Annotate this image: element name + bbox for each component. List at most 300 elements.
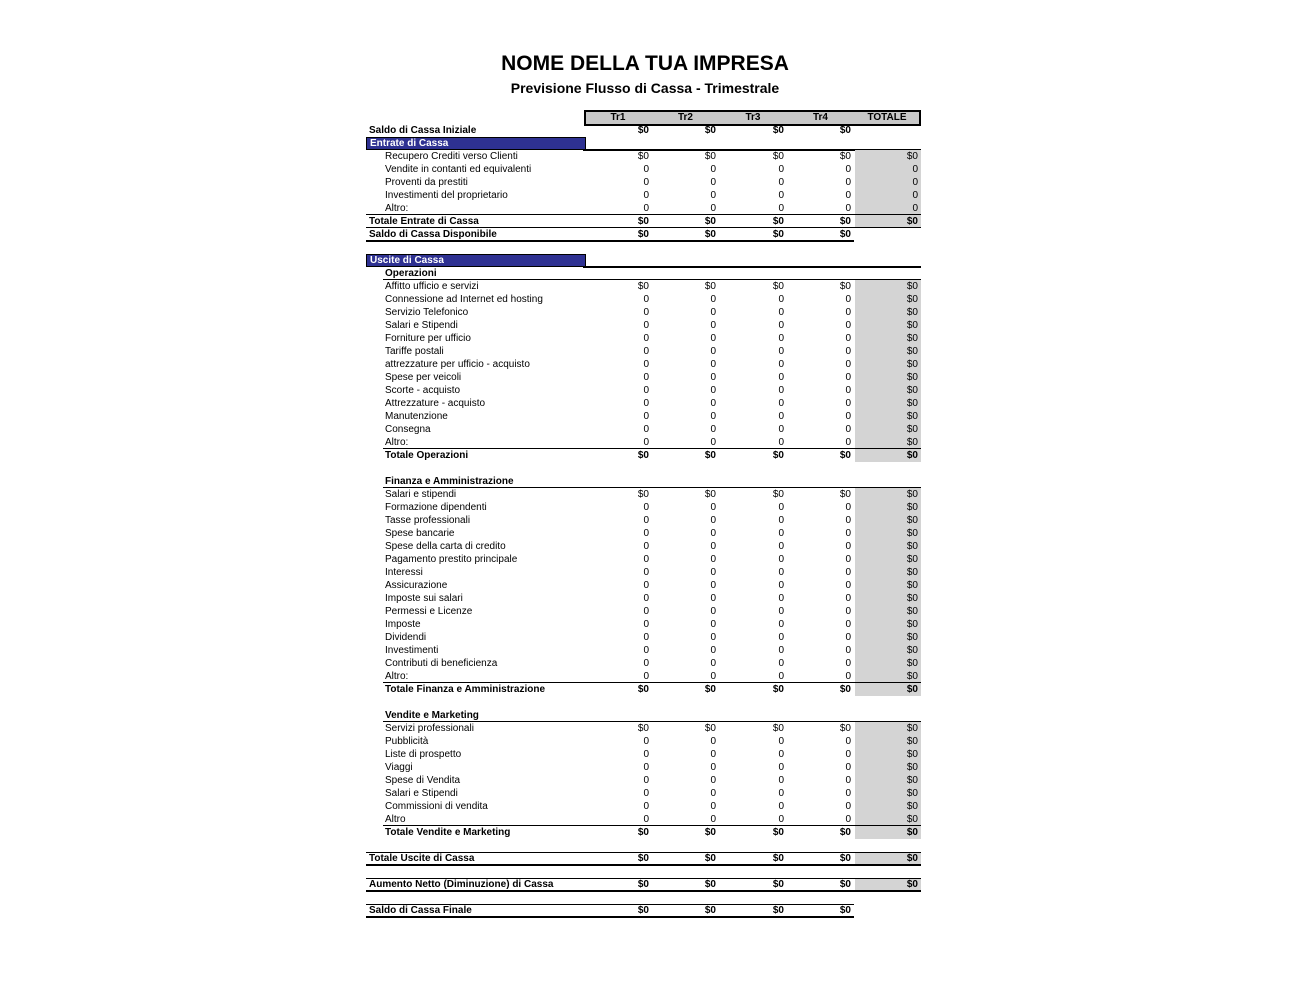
- row-border-line: [366, 916, 854, 918]
- expense-row: [366, 280, 921, 293]
- cell-tr1[interactable]: 0: [643, 814, 649, 825]
- cell-tr1[interactable]: 0: [643, 411, 649, 422]
- cell-totale[interactable]: $0: [906, 749, 918, 760]
- cell-totale[interactable]: $0: [906, 528, 918, 539]
- row-label: Pagamento prestito principale: [385, 554, 518, 565]
- spacer: [366, 241, 921, 254]
- cell-tr4[interactable]: 0: [845, 580, 851, 591]
- cell-tr1[interactable]: $0: [637, 229, 649, 240]
- expense-row: [366, 566, 921, 579]
- cell-tr2[interactable]: $0: [704, 684, 716, 695]
- cell-tr4[interactable]: $0: [839, 229, 851, 240]
- cell-tr2[interactable]: 0: [710, 645, 716, 656]
- cell-tr4[interactable]: 0: [845, 749, 851, 760]
- section-bar: Entrate di Cassa: [366, 137, 586, 150]
- cell-totale[interactable]: $0: [906, 489, 918, 500]
- cell-tr3[interactable]: 0: [778, 346, 784, 357]
- row-label: Totale Entrate di Cassa: [369, 216, 479, 227]
- row-label: Imposte sui salari: [385, 593, 463, 604]
- cell-tr3[interactable]: 0: [778, 515, 784, 526]
- cell-tr1[interactable]: 0: [643, 554, 649, 565]
- cell-tr3[interactable]: 0: [778, 749, 784, 760]
- cell-tr4[interactable]: 0: [845, 619, 851, 630]
- cell-totale[interactable]: $0: [906, 580, 918, 591]
- cell-tr1[interactable]: 0: [643, 762, 649, 773]
- cell-tr3[interactable]: 0: [778, 814, 784, 825]
- cell-tr4[interactable]: 0: [845, 372, 851, 383]
- cell-tr2[interactable]: 0: [710, 177, 716, 188]
- cell-tr2[interactable]: 0: [710, 203, 716, 214]
- cell-tr3[interactable]: $0: [772, 905, 784, 916]
- cell-tr1[interactable]: 0: [643, 606, 649, 617]
- cell-totale[interactable]: $0: [906, 567, 918, 578]
- cell-tr1[interactable]: 0: [643, 385, 649, 396]
- cell-tr2[interactable]: $0: [704, 853, 716, 864]
- cell-tr1[interactable]: $0: [637, 879, 649, 890]
- cell-tr3[interactable]: $0: [772, 723, 784, 734]
- expense-row: [366, 579, 921, 592]
- cell-tr1[interactable]: 0: [643, 801, 649, 812]
- cell-tr3[interactable]: 0: [778, 567, 784, 578]
- cell-tr4[interactable]: 0: [845, 528, 851, 539]
- cell-tr2[interactable]: $0: [704, 216, 716, 227]
- spacer: [366, 865, 921, 878]
- section-uscite: [366, 254, 921, 267]
- cell-tr2[interactable]: 0: [710, 671, 716, 682]
- expense-row: [366, 774, 921, 787]
- expense-row: [366, 332, 921, 345]
- cell-tr3[interactable]: 0: [778, 320, 784, 331]
- cell-tr1[interactable]: 0: [643, 749, 649, 760]
- cell-tr2[interactable]: 0: [710, 411, 716, 422]
- header-tr4: Tr4: [812, 112, 828, 123]
- group-title: Finanza e Amministrazione: [385, 476, 514, 487]
- expense-row: [366, 501, 921, 514]
- cell-tr4[interactable]: 0: [845, 593, 851, 604]
- cell-tr1[interactable]: $0: [637, 489, 649, 500]
- cell-tr4[interactable]: $0: [839, 281, 851, 292]
- cell-tr2[interactable]: 0: [710, 736, 716, 747]
- cell-tr3[interactable]: 0: [778, 385, 784, 396]
- cell-tr1[interactable]: 0: [643, 320, 649, 331]
- row-label: Salari e Stipendi: [385, 320, 458, 331]
- cell-tr4[interactable]: 0: [845, 671, 851, 682]
- cell-tr4[interactable]: 0: [845, 606, 851, 617]
- spacer: [366, 462, 921, 475]
- cell-tr1[interactable]: 0: [643, 619, 649, 630]
- cell-tr1[interactable]: 0: [643, 775, 649, 786]
- cell-tr3[interactable]: $0: [772, 229, 784, 240]
- cell-tr3[interactable]: 0: [778, 775, 784, 786]
- cell-tr3[interactable]: $0: [772, 489, 784, 500]
- cell-tr4[interactable]: 0: [845, 658, 851, 669]
- cell-tr4[interactable]: 0: [845, 424, 851, 435]
- cell-tr4[interactable]: 0: [845, 502, 851, 513]
- cell-totale[interactable]: $0: [906, 346, 918, 357]
- cell-tr1[interactable]: 0: [643, 333, 649, 344]
- cell-tr1[interactable]: 0: [643, 203, 649, 214]
- cell-tr2[interactable]: 0: [710, 385, 716, 396]
- cell-tr2[interactable]: 0: [710, 593, 716, 604]
- cell-totale[interactable]: $0: [906, 814, 918, 825]
- row-border-line: [366, 852, 921, 853]
- cell-tr4[interactable]: $0: [839, 879, 851, 890]
- cell-tr4[interactable]: 0: [845, 346, 851, 357]
- cell-tr3[interactable]: $0: [772, 684, 784, 695]
- section-entrate: [366, 137, 921, 150]
- cell-totale[interactable]: $0: [906, 606, 918, 617]
- cell-tr2[interactable]: 0: [710, 333, 716, 344]
- row-label: Saldo di Cassa Disponibile: [369, 229, 497, 240]
- cell-tr1[interactable]: 0: [643, 593, 649, 604]
- expense-row: [366, 800, 921, 813]
- cell-tr3[interactable]: 0: [778, 333, 784, 344]
- row-label: Tasse professionali: [385, 515, 471, 526]
- cell-tr4[interactable]: $0: [839, 684, 851, 695]
- cell-tr2[interactable]: 0: [710, 632, 716, 643]
- expense-row: [366, 527, 921, 540]
- cell-tr2[interactable]: $0: [704, 723, 716, 734]
- cell-tr2[interactable]: $0: [704, 827, 716, 838]
- cell-totale[interactable]: 0: [912, 190, 918, 201]
- header-tr1: Tr1: [610, 112, 626, 123]
- cell-tr3[interactable]: 0: [778, 580, 784, 591]
- cell-tr3[interactable]: 0: [778, 645, 784, 656]
- cell-tr3[interactable]: $0: [772, 216, 784, 227]
- row-label: Imposte: [385, 619, 421, 630]
- cell-tr2[interactable]: $0: [704, 125, 716, 136]
- cell-totale[interactable]: $0: [906, 307, 918, 318]
- cell-tr1[interactable]: $0: [637, 827, 649, 838]
- expense-row: [366, 670, 921, 683]
- cell-tr4[interactable]: 0: [845, 385, 851, 396]
- cell-totale[interactable]: $0: [906, 827, 918, 838]
- cell-tr1[interactable]: 0: [643, 372, 649, 383]
- cell-totale[interactable]: $0: [906, 359, 918, 370]
- cell-totale[interactable]: $0: [906, 684, 918, 695]
- cell-tr4[interactable]: 0: [845, 645, 851, 656]
- cell-tr4[interactable]: $0: [839, 151, 851, 162]
- cell-tr4[interactable]: 0: [845, 814, 851, 825]
- expense-row: [366, 618, 921, 631]
- cell-tr2[interactable]: $0: [704, 489, 716, 500]
- cell-totale[interactable]: $0: [906, 385, 918, 396]
- cell-tr1[interactable]: $0: [637, 853, 649, 864]
- cell-totale[interactable]: $0: [906, 593, 918, 604]
- cell-tr2[interactable]: $0: [704, 450, 716, 461]
- cell-totale[interactable]: $0: [906, 853, 918, 864]
- cell-tr2[interactable]: 0: [710, 515, 716, 526]
- cell-tr2[interactable]: 0: [710, 580, 716, 591]
- row-label: Commissioni di vendita: [385, 801, 488, 812]
- cell-totale[interactable]: $0: [906, 801, 918, 812]
- cell-tr3[interactable]: 0: [778, 411, 784, 422]
- cell-tr3[interactable]: 0: [778, 359, 784, 370]
- cell-totale[interactable]: $0: [906, 216, 918, 227]
- cell-tr2[interactable]: 0: [710, 502, 716, 513]
- cell-tr1[interactable]: 0: [643, 294, 649, 305]
- cell-totale[interactable]: $0: [906, 450, 918, 461]
- cell-tr4[interactable]: $0: [839, 827, 851, 838]
- cell-totale[interactable]: $0: [906, 294, 918, 305]
- cell-totale[interactable]: $0: [906, 411, 918, 422]
- cell-tr4[interactable]: 0: [845, 762, 851, 773]
- cell-tr4[interactable]: 0: [845, 177, 851, 188]
- cell-tr1[interactable]: $0: [637, 684, 649, 695]
- cell-tr1[interactable]: 0: [643, 736, 649, 747]
- row-label: Attrezzature - acquisto: [385, 398, 486, 409]
- cell-tr1[interactable]: $0: [637, 905, 649, 916]
- cell-tr3[interactable]: 0: [778, 190, 784, 201]
- row-label: Totale Vendite e Marketing: [385, 827, 511, 838]
- cell-tr2[interactable]: 0: [710, 749, 716, 760]
- cell-tr2[interactable]: $0: [704, 879, 716, 890]
- row-label: Totale Finanza e Amministrazione: [385, 684, 546, 695]
- cell-tr1[interactable]: 0: [643, 502, 649, 513]
- cell-tr1[interactable]: $0: [637, 450, 649, 461]
- expense-row: [366, 371, 921, 384]
- cell-tr3[interactable]: 0: [778, 164, 784, 175]
- cell-tr4[interactable]: 0: [845, 554, 851, 565]
- cell-tr4[interactable]: 0: [845, 775, 851, 786]
- cell-tr3[interactable]: 0: [778, 658, 784, 669]
- cell-tr2[interactable]: $0: [704, 151, 716, 162]
- cell-tr1[interactable]: 0: [643, 541, 649, 552]
- cell-tr1[interactable]: 0: [643, 164, 649, 175]
- cell-tr3[interactable]: 0: [778, 437, 784, 448]
- cell-tr2[interactable]: 0: [710, 164, 716, 175]
- cell-tr1[interactable]: 0: [643, 671, 649, 682]
- cell-tr4[interactable]: $0: [839, 450, 851, 461]
- cell-totale[interactable]: $0: [906, 775, 918, 786]
- cell-tr2[interactable]: $0: [704, 229, 716, 240]
- cell-tr3[interactable]: $0: [772, 450, 784, 461]
- expense-row: [366, 631, 921, 644]
- cell-tr2[interactable]: 0: [710, 320, 716, 331]
- cell-tr1[interactable]: $0: [637, 723, 649, 734]
- expense-row: [366, 397, 921, 410]
- cell-totale[interactable]: $0: [906, 437, 918, 448]
- cell-tr4[interactable]: 0: [845, 203, 851, 214]
- cell-tr2[interactable]: 0: [710, 398, 716, 409]
- cell-tr3[interactable]: 0: [778, 424, 784, 435]
- cell-tr2[interactable]: 0: [710, 788, 716, 799]
- cell-tr3[interactable]: 0: [778, 177, 784, 188]
- cash-out-total-row: [366, 852, 921, 865]
- cell-tr2[interactable]: 0: [710, 814, 716, 825]
- cell-tr2[interactable]: 0: [710, 554, 716, 565]
- cell-tr3[interactable]: 0: [778, 372, 784, 383]
- cell-tr4[interactable]: $0: [839, 853, 851, 864]
- cell-tr4[interactable]: 0: [845, 320, 851, 331]
- group-title: Operazioni: [385, 268, 437, 279]
- cell-tr1[interactable]: 0: [643, 580, 649, 591]
- cell-tr3[interactable]: 0: [778, 528, 784, 539]
- cell-tr3[interactable]: 0: [778, 307, 784, 318]
- cell-tr3[interactable]: 0: [778, 398, 784, 409]
- cell-tr4[interactable]: $0: [839, 489, 851, 500]
- cell-tr3[interactable]: 0: [778, 762, 784, 773]
- cell-tr2[interactable]: 0: [710, 619, 716, 630]
- cell-tr1[interactable]: 0: [643, 515, 649, 526]
- cell-tr3[interactable]: $0: [772, 879, 784, 890]
- cell-tr2[interactable]: 0: [710, 307, 716, 318]
- cell-tr2[interactable]: 0: [710, 372, 716, 383]
- cell-tr1[interactable]: 0: [643, 359, 649, 370]
- cell-tr4[interactable]: 0: [845, 398, 851, 409]
- cell-tr3[interactable]: 0: [778, 788, 784, 799]
- cell-tr4[interactable]: 0: [845, 190, 851, 201]
- cell-tr4[interactable]: 0: [845, 333, 851, 344]
- cell-tr2[interactable]: 0: [710, 567, 716, 578]
- cell-tr4[interactable]: 0: [845, 788, 851, 799]
- cell-tr3[interactable]: 0: [778, 671, 784, 682]
- expense-row: [366, 540, 921, 553]
- row-border-line: [366, 878, 921, 879]
- expense-row: [366, 306, 921, 319]
- cell-totale[interactable]: $0: [906, 398, 918, 409]
- cell-tr2[interactable]: 0: [710, 294, 716, 305]
- cell-tr2[interactable]: 0: [710, 190, 716, 201]
- cell-tr2[interactable]: $0: [704, 905, 716, 916]
- expense-row: [366, 813, 921, 826]
- cell-tr4[interactable]: 0: [845, 515, 851, 526]
- cell-tr1[interactable]: 0: [643, 567, 649, 578]
- cell-tr1[interactable]: 0: [643, 437, 649, 448]
- cell-totale[interactable]: $0: [906, 515, 918, 526]
- cell-tr2[interactable]: 0: [710, 346, 716, 357]
- cell-tr3[interactable]: 0: [778, 294, 784, 305]
- cell-tr3[interactable]: 0: [778, 632, 784, 643]
- cell-tr4[interactable]: 0: [845, 736, 851, 747]
- cell-tr1[interactable]: $0: [637, 216, 649, 227]
- cell-totale[interactable]: $0: [906, 671, 918, 682]
- cell-totale[interactable]: $0: [906, 320, 918, 331]
- cell-tr4[interactable]: 0: [845, 307, 851, 318]
- cell-tr3[interactable]: 0: [778, 203, 784, 214]
- cell-totale[interactable]: $0: [906, 658, 918, 669]
- cell-tr2[interactable]: 0: [710, 801, 716, 812]
- cell-tr3[interactable]: 0: [778, 606, 784, 617]
- cell-tr2[interactable]: 0: [710, 775, 716, 786]
- cell-tr4[interactable]: $0: [839, 905, 851, 916]
- cell-tr3[interactable]: $0: [772, 151, 784, 162]
- cell-totale[interactable]: $0: [906, 151, 918, 162]
- cell-tr1[interactable]: 0: [643, 645, 649, 656]
- cell-tr4[interactable]: $0: [839, 125, 851, 136]
- cell-tr3[interactable]: 0: [778, 801, 784, 812]
- cell-tr1[interactable]: 0: [643, 190, 649, 201]
- cell-tr1[interactable]: 0: [643, 177, 649, 188]
- cell-totale[interactable]: $0: [906, 554, 918, 565]
- cell-tr2[interactable]: $0: [704, 281, 716, 292]
- cell-tr4[interactable]: 0: [845, 411, 851, 422]
- cell-totale[interactable]: 0: [912, 164, 918, 175]
- cell-tr3[interactable]: $0: [772, 281, 784, 292]
- row-label: Liste di prospetto: [385, 749, 462, 760]
- cell-tr4[interactable]: 0: [845, 632, 851, 643]
- cell-tr3[interactable]: 0: [778, 619, 784, 630]
- cell-tr3[interactable]: $0: [772, 125, 784, 136]
- cell-tr2[interactable]: 0: [710, 606, 716, 617]
- cell-tr2[interactable]: 0: [710, 359, 716, 370]
- cell-totale[interactable]: $0: [906, 879, 918, 890]
- cell-tr4[interactable]: 0: [845, 541, 851, 552]
- cell-tr3[interactable]: 0: [778, 541, 784, 552]
- cell-tr1[interactable]: 0: [643, 398, 649, 409]
- row-label: Manutenzione: [385, 411, 448, 422]
- cell-tr2[interactable]: 0: [710, 424, 716, 435]
- cash-in-row: [366, 202, 921, 215]
- cell-totale[interactable]: $0: [906, 424, 918, 435]
- cell-tr1[interactable]: 0: [643, 307, 649, 318]
- cell-tr4[interactable]: $0: [839, 723, 851, 734]
- cell-totale[interactable]: $0: [906, 541, 918, 552]
- cell-totale[interactable]: $0: [906, 502, 918, 513]
- expense-row: [366, 787, 921, 800]
- cell-totale[interactable]: 0: [912, 177, 918, 188]
- row-label: Formazione dipendenti: [385, 502, 487, 513]
- cell-tr3[interactable]: 0: [778, 593, 784, 604]
- cell-totale[interactable]: $0: [906, 632, 918, 643]
- cell-tr4[interactable]: 0: [845, 294, 851, 305]
- cell-tr4[interactable]: 0: [845, 567, 851, 578]
- cell-tr1[interactable]: $0: [637, 281, 649, 292]
- cell-tr4[interactable]: 0: [845, 801, 851, 812]
- cell-totale[interactable]: $0: [906, 281, 918, 292]
- cell-totale[interactable]: $0: [906, 762, 918, 773]
- cell-tr1[interactable]: 0: [643, 528, 649, 539]
- section-bar: Uscite di Cassa: [366, 254, 586, 267]
- cell-tr2[interactable]: 0: [710, 541, 716, 552]
- cell-tr3[interactable]: 0: [778, 736, 784, 747]
- expense-row: [366, 761, 921, 774]
- row-border-line: [366, 240, 854, 242]
- cell-tr3[interactable]: $0: [772, 853, 784, 864]
- cell-tr2[interactable]: 0: [710, 528, 716, 539]
- cell-totale[interactable]: $0: [906, 788, 918, 799]
- cell-tr3[interactable]: $0: [772, 827, 784, 838]
- cell-tr1[interactable]: 0: [643, 424, 649, 435]
- row-label: Spese per veicoli: [385, 372, 462, 383]
- cell-totale[interactable]: $0: [906, 723, 918, 734]
- cell-tr1[interactable]: $0: [637, 125, 649, 136]
- cell-totale[interactable]: 0: [912, 203, 918, 214]
- cell-tr4[interactable]: 0: [845, 437, 851, 448]
- cell-totale[interactable]: $0: [906, 736, 918, 747]
- cell-tr4[interactable]: 0: [845, 164, 851, 175]
- cell-tr2[interactable]: 0: [710, 437, 716, 448]
- cell-tr4[interactable]: $0: [839, 216, 851, 227]
- cell-tr3[interactable]: 0: [778, 502, 784, 513]
- cell-tr4[interactable]: 0: [845, 359, 851, 370]
- expense-row: [366, 410, 921, 423]
- cell-totale[interactable]: $0: [906, 645, 918, 656]
- cell-totale[interactable]: $0: [906, 372, 918, 383]
- cell-tr2[interactable]: 0: [710, 762, 716, 773]
- cell-tr1[interactable]: 0: [643, 788, 649, 799]
- cell-totale[interactable]: $0: [906, 333, 918, 344]
- cell-tr1[interactable]: $0: [637, 151, 649, 162]
- cell-tr1[interactable]: 0: [643, 632, 649, 643]
- cell-tr3[interactable]: 0: [778, 554, 784, 565]
- row-label: Saldo di Cassa Finale: [369, 905, 472, 916]
- cell-totale[interactable]: $0: [906, 619, 918, 630]
- cell-tr1[interactable]: 0: [643, 658, 649, 669]
- cell-tr2[interactable]: 0: [710, 658, 716, 669]
- cell-tr1[interactable]: 0: [643, 346, 649, 357]
- expense-row: [366, 553, 921, 566]
